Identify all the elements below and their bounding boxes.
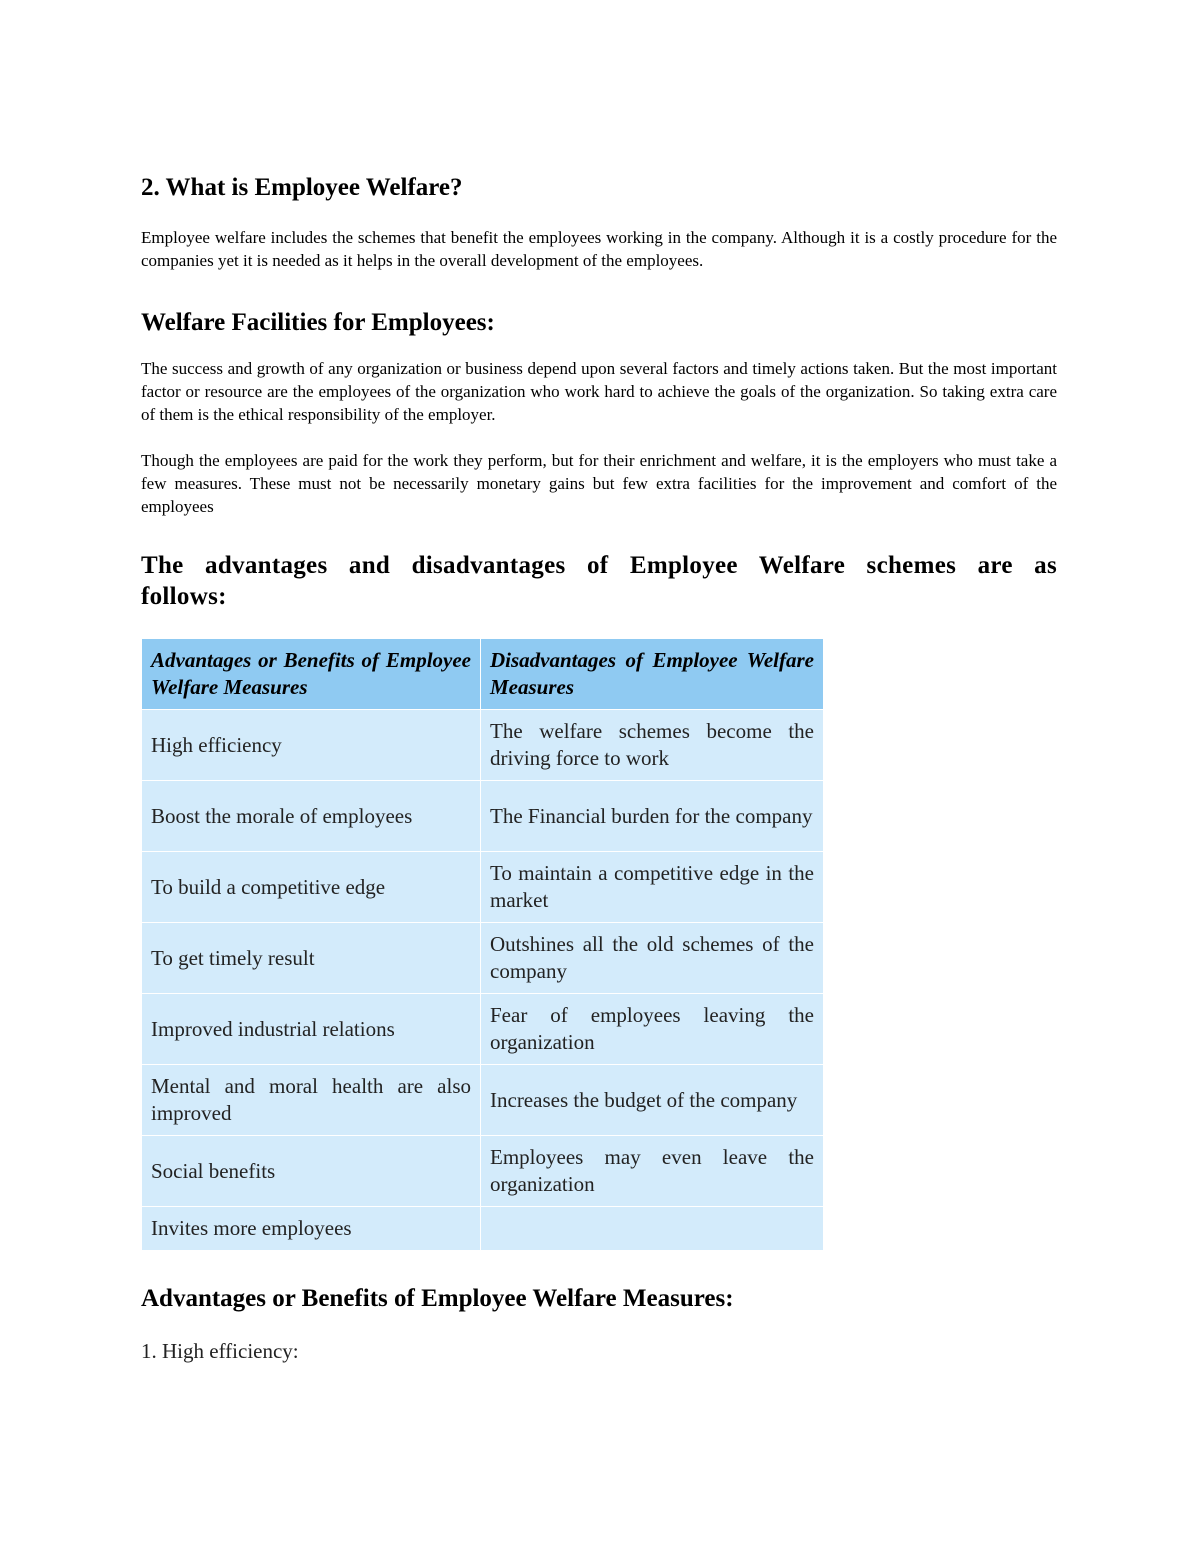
disadvantage-cell: Fear of employees leaving the organization (481, 994, 824, 1065)
disadvantage-cell: The welfare schemes become the driving force to work (481, 710, 824, 781)
advantage-cell: High efficiency (142, 710, 481, 781)
facilities-heading: Welfare Facilities for Employees: (141, 309, 495, 336)
disadvantage-cell: The Financial burden for the company (481, 781, 824, 852)
facilities-paragraph-2: Though the employees are paid for the work they perform, but for their enrichment and welfare, it is the employers who must take a few measures. These must not be necessarily monetary gains but few extra facilities for the improvement and comfort of the employees (141, 451, 1057, 516)
facilities-paragraph-1: The success and growth of any organization or business depend upon several factors and timely actions taken. But the most important factor or resource are the employees of the organization who work hard to achieve the goals of the organization. So taking extra care of them is the ethical responsibility of the employer. (141, 359, 1057, 424)
page-title: 2. What is Employee Welfare? (141, 174, 463, 201)
table-row (142, 1136, 824, 1207)
table-row (142, 781, 824, 852)
disadvantage-cell (481, 1207, 824, 1251)
document-page (141, 172, 1057, 1365)
advantages-heading: Advantages or Benefits of Employee Welfare Measures: (141, 1285, 734, 1312)
header-advantages: Advantages or Benefits of Employee Welfare Measures (142, 639, 481, 710)
advantage-cell: Invites more employees (142, 1207, 481, 1251)
table-row (142, 710, 824, 781)
advantage-cell: Mental and moral health are also improved (142, 1065, 481, 1136)
intro-paragraph: Employee welfare includes the schemes that benefit the employees working in the company. Although it is a costly procedure for the companies yet it is needed as it helps in the overall development of the employees. (141, 228, 1057, 270)
list-item: 1. High efficiency: (141, 1339, 299, 1363)
table-row (142, 852, 824, 923)
advantage-cell: Social benefits (142, 1136, 481, 1207)
table-row (142, 923, 824, 994)
table-header-row (142, 639, 824, 710)
disadvantage-cell: Outshines all the old schemes of the company (481, 923, 824, 994)
table-row (142, 994, 824, 1065)
advantage-cell: To build a competitive edge (142, 852, 481, 923)
comparison-table (141, 638, 824, 1251)
advantage-cell: To get timely result (142, 923, 481, 994)
disadvantage-cell: To maintain a competitive edge in the market (481, 852, 824, 923)
table-row (142, 1207, 824, 1251)
table-row (142, 1065, 824, 1136)
advantage-cell: Improved industrial relations (142, 994, 481, 1065)
disadvantage-cell: Increases the budget of the company (481, 1065, 824, 1136)
table-heading: The advantages and disadvantages of Employee Welfare schemes are as follows: (141, 552, 1057, 610)
disadvantage-cell: Employees may even leave the organization (481, 1136, 824, 1207)
header-disadvantages: Disadvantages of Employee Welfare Measures (481, 639, 824, 710)
advantage-cell: Boost the morale of employees (142, 781, 481, 852)
